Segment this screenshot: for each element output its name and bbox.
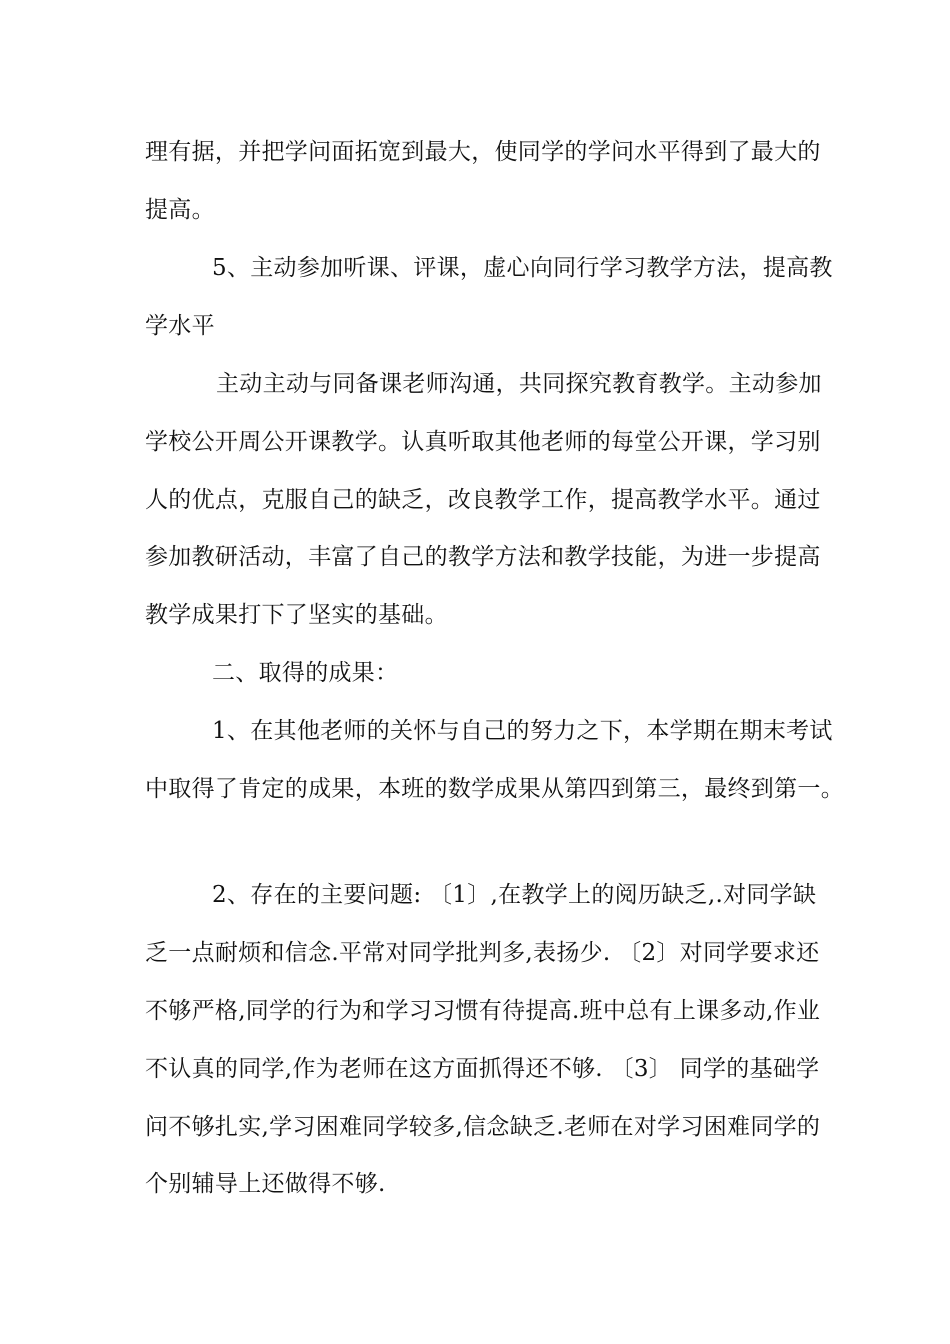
text-line: 不够严格,同学的行为和学习习惯有待提高.班中总有上课多动,作业 [145, 998, 821, 1024]
text-line: 教学成果打下了坚实的基础。 [145, 602, 448, 628]
text-line: 问不够扎实,学习困难同学较多,信念缺乏.老师在对学习困难同学的 [145, 1114, 821, 1140]
text-line: 主动主动与同备课老师沟通，共同探究教育教学。主动参加 [216, 371, 822, 397]
text-line: 学水平 [145, 313, 215, 339]
text-line: 2、存在的主要问题: 〔1〕,在教学上的阅历缺乏,.对同学缺 [212, 882, 817, 908]
text-line: 人的优点，克服自己的缺乏，改良教学工作，提高教学水平。通过 [145, 487, 821, 513]
text-line: 不认真的同学,作为老师在这方面抓得还不够. 〔3〕 同学的基础学 [145, 1056, 820, 1082]
text-line: 个别辅导上还做得不够. [145, 1171, 386, 1197]
text-line: 提高。 [145, 197, 215, 223]
text-line: 5、主动参加听课、评课，虚心向同行学习教学方法，提高教 [212, 255, 833, 281]
text-line: 学校公开周公开课教学。认真听取其他老师的每堂公开课，学习别 [145, 429, 821, 455]
text-line: 乏一点耐烦和信念.平常对同学批判多,表扬少. 〔2〕对同学要求还 [145, 940, 820, 966]
text-line: 参加教研活动，丰富了自己的教学方法和教学技能，为进一步提高 [145, 544, 821, 570]
text-line: 理有据，并把学问面拓宽到最大，使同学的学问水平得到了最大的 [145, 139, 821, 165]
text-line: 1、在其他老师的关怀与自己的努力之下，本学期在期末考试 [212, 718, 833, 744]
section-heading: 二、取得的成果： [212, 660, 399, 686]
text-line: 中取得了肯定的成果，本班的数学成果从第四到第三，最终到第一。 [145, 776, 844, 802]
